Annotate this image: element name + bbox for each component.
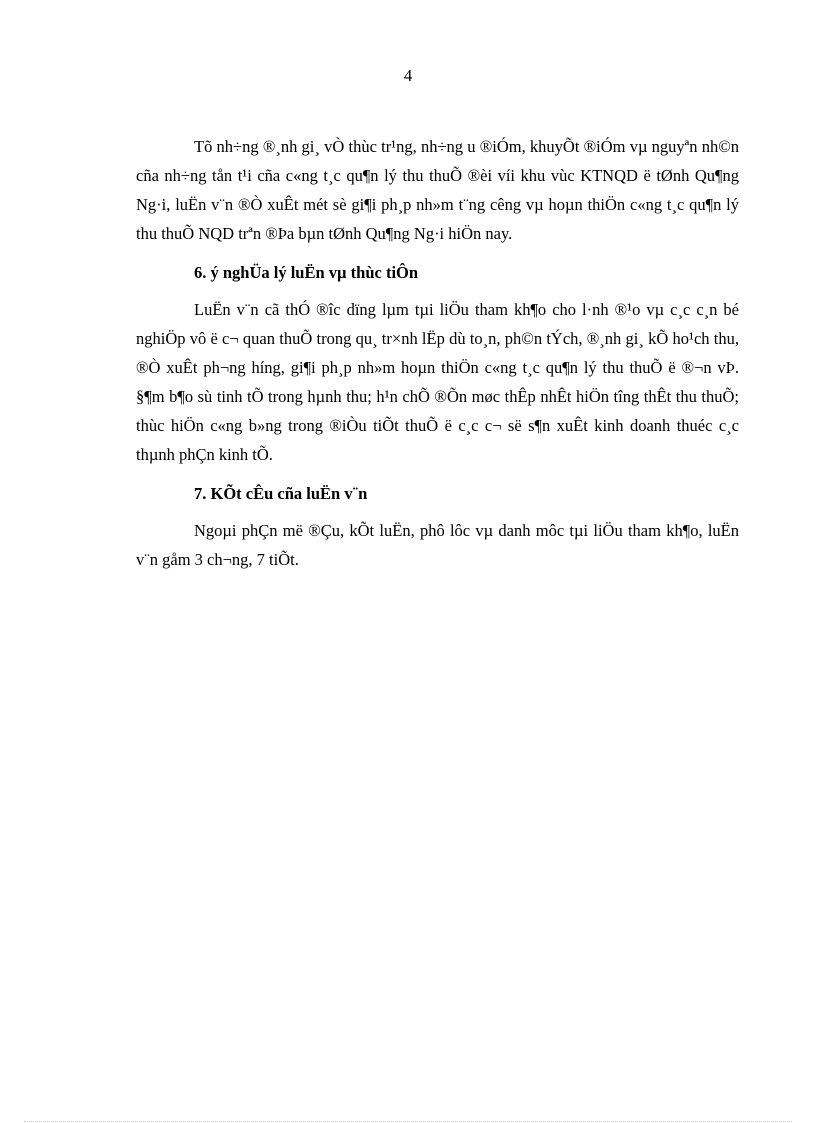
- document-body: [136, 132, 739, 574]
- page-number: 4: [403, 66, 413, 85]
- section-heading-6: 6. ý nghÜa lý luËn vµ thùc tiÔn: [194, 263, 419, 282]
- paragraph-structure: Ngoµi phÇn më ®Çu, kÕt luËn, phô lôc vµ danh môc tµi liÖu tham kh¶o, luËn v¨n gåm 3 ch¬ng, 7 tiÕt.: [136, 521, 739, 569]
- page-bottom-divider: [24, 1121, 792, 1122]
- paragraph-conclusion-summary: Tõ nh÷ng ®¸nh gi¸ vÒ thùc tr¹ng, nh÷ng u ®iÓm, khuyÕt ®iÓm vµ nguyªn nh©n cña nh÷ng tån t¹i cña c«ng t¸c qu¶n lý thu thuÕ ®èi víi khu vùc KTNQD ë tØnh Qu¶ng Ng·i, luËn v¨n ®Ò xuÊt mét sè gi¶i ph¸p nh»m t¨ng cêng vµ hoµn thiÖn c«ng t¸c qu¶n lý thu thuÕ NQD trªn ®Þa bµn tØnh Qu¶ng Ng·i hiÖn nay.: [136, 137, 739, 243]
- paragraph-significance: LuËn v¨n cã thÓ ®îc dïng lµm tµi liÖu tham kh¶o cho l·nh ®¹o vµ c¸c c¸n bé nghiÖp vô ë c¬ quan thuÕ trong qu¸ tr×nh lËp dù to¸n, ph©n tÝch, ®¸nh gi¸ kÕ ho¹ch thu, ®Ò xuÊt ph¬ng híng, gi¶i ph¸p nh»m hoµn thiÖn c«ng t¸c qu¶n lý thu thuÕ ë ®¬n vÞ. §¶m b¶o sù tinh tÕ trong hµnh thu; h¹n chÕ ®Õn møc thÊp nhÊt hiÖn tîng thÊt thu thuÕ; thùc hiÖn c«ng b»ng trong ®iÒu tiÕt thuÕ ë c¸c c¬ së s¶n xuÊt kinh doanh thuéc c¸c thµnh phÇn kinh tÕ.: [136, 300, 739, 464]
- section-heading-7: 7. KÕt cÊu cña luËn v¨n: [194, 484, 368, 503]
